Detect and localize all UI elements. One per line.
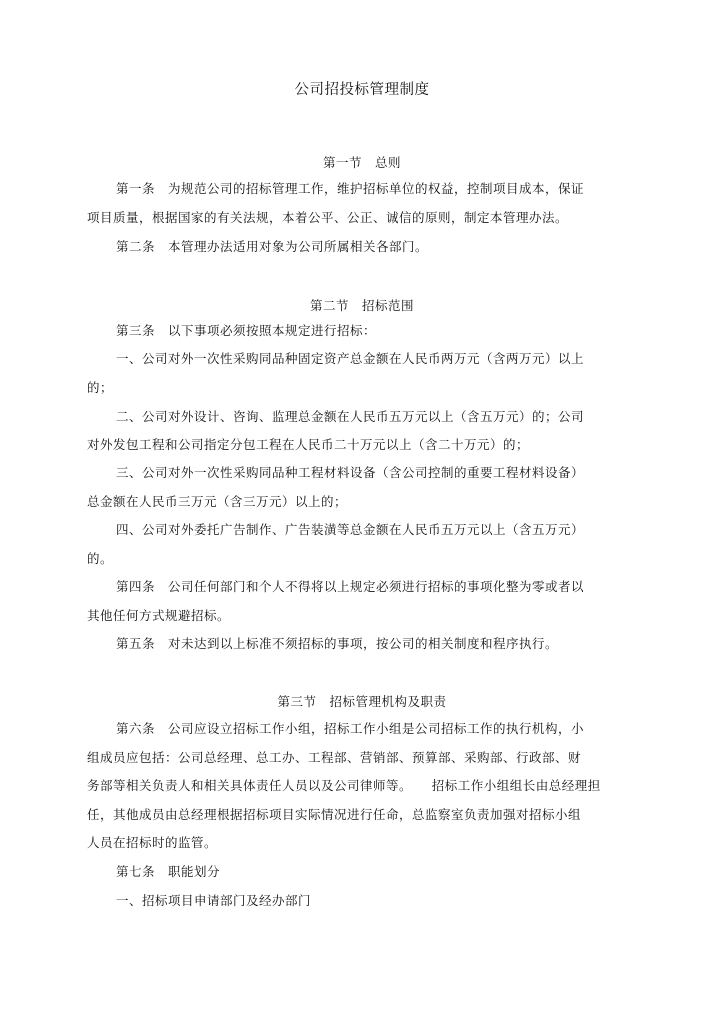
paragraph-line: 其他任何方式规避招标。 [87,608,231,623]
paragraph-line: 人员在招标时的监管。 [87,835,218,850]
paragraph-line: 二、公司对外设计、咨询、监理总金额在人民币五万元以上（含五万元）的；公司 [116,409,585,424]
paragraph-line: 任，其他成员由总经理根据招标项目实际情况进行任命，总监察室负责加强对招标小组 [87,807,582,822]
section-heading-2: 第二节 招标范围 [309,298,414,313]
paragraph-line: 组成员应包括：公司总经理、总工办、工程部、营销部、预算部、采购部、行政部、财 [87,750,582,765]
document-title: 公司招投标管理制度 [294,82,430,98]
paragraph-line: 一、公司对外一次性采购同品种固定资产总金额在人民币两万元（含两万元）以上 [116,351,585,366]
paragraph-line: 对外发包工程和公司指定分包工程在人民币二十万元以上（含二十万元）的； [87,437,530,452]
paragraph-line: 第三条 以下事项必须按照本规定进行招标： [116,323,377,338]
paragraph-line: 四、公司对外委托广告制作、广告装潢等总金额在人民币五万元以上（含五万元） [116,522,585,537]
paragraph-line: 项目质量，根据国家的有关法规，本着公平、公正、诚信的原则，制定本管理办法。 [87,210,569,225]
paragraph-line: 第四条 公司任何部门和个人不得将以上规定必须进行招标的事项化整为零或者以 [116,579,585,594]
section-heading-1: 第一节 总则 [322,155,401,170]
paragraph-line: 务部等相关负责人和相关具体责任人员以及公司律师等。 招标工作小组组长由总经理担 [87,778,601,793]
paragraph-line: 第二条 本管理办法适用对象为公司所属相关各部门。 [116,239,429,254]
paragraph-line: 第六条 公司应设立招标工作小组，招标工作小组是公司招标工作的执行机构，小 [116,721,585,736]
paragraph-line: 总金额在人民币三万元（含三万元）以上的； [87,494,348,509]
paragraph-line: 的； [87,380,114,395]
section-heading-3: 第三节 招标管理机构及职责 [277,694,447,709]
paragraph-line: 三、公司对外一次性采购同品种工程材料设备（含公司控制的重要工程材料设备） [116,465,585,480]
paragraph-line: 第一条 为规范公司的招标管理工作，维护招标单位的权益，控制项目成本，保证 [116,181,585,196]
paragraph-line: 第七条 职能划分 [116,864,221,879]
paragraph-line: 的。 [87,551,114,566]
paragraph-line: 第五条 对未达到以上标准不须招标的事项，按公司的相关制度和程序执行。 [116,636,559,651]
paragraph-line: 一、招标项目申请部门及经办部门 [116,893,312,908]
